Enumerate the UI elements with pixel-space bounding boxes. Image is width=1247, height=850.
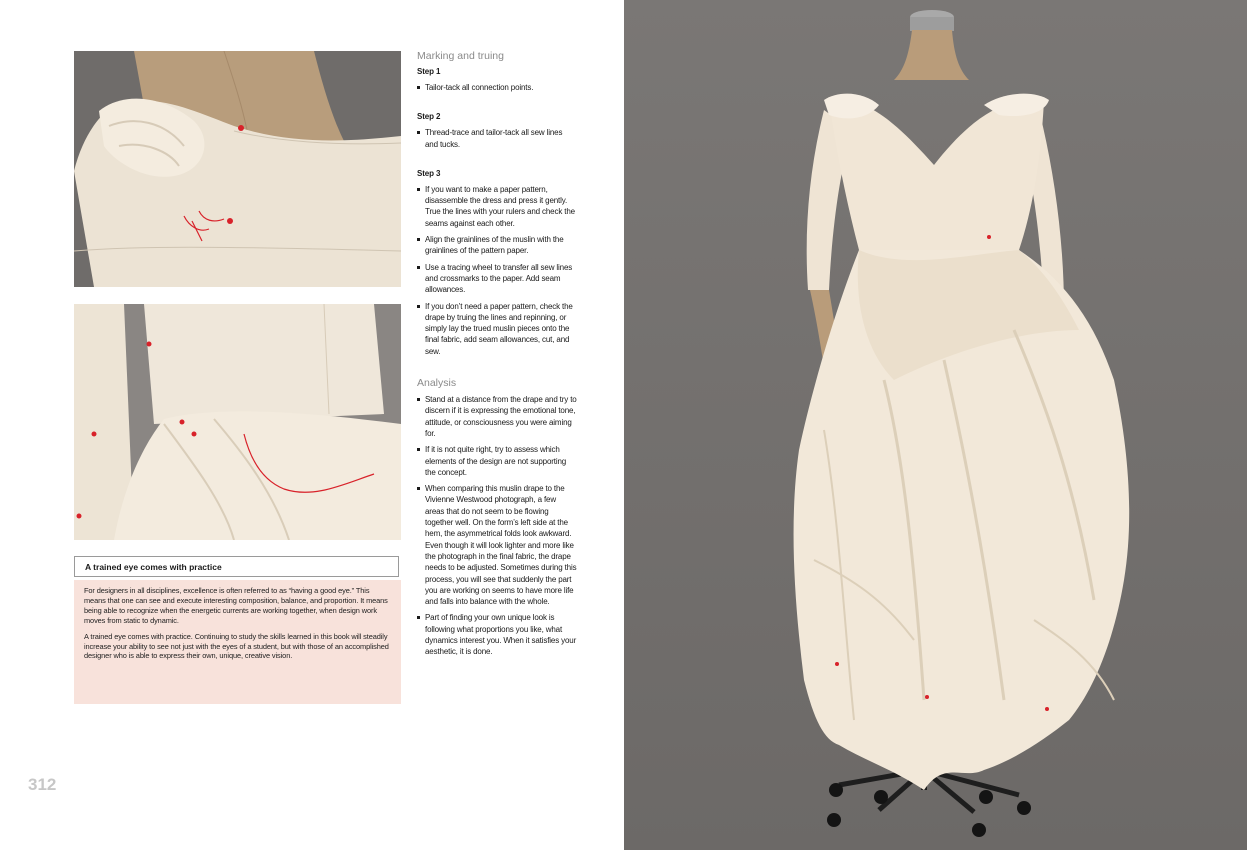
marking-heading: Marking and truing: [417, 50, 504, 62]
page-number: 312: [28, 775, 57, 794]
sidebar-paragraph: For designers in all disciplines, excellence is often referred to as “having a good eye.” This means that one can see and execute interesting composition, balance, and proportion. It means being able to recognize when the energetic currents are working together, when design work moves from static to dynamic.: [84, 586, 388, 625]
sidebar-body: [74, 580, 401, 704]
list-item: Tailor-tack all connection points.: [417, 82, 577, 93]
step-3-list: [417, 184, 577, 357]
step-3-title: Step 3: [417, 168, 441, 178]
analysis-list: [417, 394, 577, 658]
list-item: If you want to make a paper pattern, disassemble the dress and press it gently. True the lines with your rulers and check the seams against each other.: [417, 184, 577, 229]
step-1-title: Step 1: [417, 67, 441, 76]
list-item: Align the grainlines of the muslin with the grainlines of the pattern paper.: [417, 234, 577, 257]
list-item: Thread-trace and tailor-tack all sew lines and tucks.: [417, 127, 577, 150]
list-item: If you don’t need a paper pattern, check the drape by truing the lines and repinning, or simply lay the trued muslin pieces onto the final fabric, add seam allowances, cut, and sew.: [417, 301, 577, 357]
instructions-column: [417, 50, 577, 663]
shoulder-detail-photo: [74, 51, 401, 287]
sidebar-paragraph: A trained eye comes with practice. Continuing to study the skills learned in this book will steadily increase your ability to see not just with the eyes of a student, but with those of an accomplished designer who is able to express their own, unique, creative vision.: [84, 631, 389, 661]
list-item: Stand at a distance from the drape and try to discern if it is expressing the emotional tone, attitude, or consciousness you were aiming for.: [417, 394, 577, 439]
step-2-list: [417, 127, 577, 150]
list-item: Use a tracing wheel to transfer all sew lines and crossmarks to the paper. Add seam allowances.: [417, 262, 577, 296]
sidebar-title: A trained eye comes with practice: [74, 556, 399, 577]
list-item: If it is not quite right, try to assess which elements of the design are not supporting the concept.: [417, 444, 577, 478]
step-1-list: [417, 82, 577, 93]
analysis-heading: Analysis: [417, 377, 457, 390]
step-2-title: Step 2: [417, 112, 441, 122]
shoulder-detail-image: [74, 51, 401, 287]
drape-detail-photo: [74, 304, 401, 540]
draped-dress-image: [624, 0, 1247, 850]
dress-form-photo: [624, 0, 1247, 850]
list-item: Part of finding your own unique look is following what proportions you like, what dynamics interest you. When it satisfies your aesthetic, it is done.: [417, 612, 577, 657]
drape-detail-image: [74, 304, 401, 540]
list-item: When comparing this muslin drape to the Vivienne Westwood photograph, a few areas that do not seem to be flowing together well. On the form’s left side at the hem, the asymmetrical folds look awkward. Even though it will look lighter and more like the photograph in the final fabric, the drape needs to be adjusted. Sometimes during this process, you will see that suddenly the part you are working on seems to have more life and falls into balance with the whole.: [417, 483, 577, 607]
